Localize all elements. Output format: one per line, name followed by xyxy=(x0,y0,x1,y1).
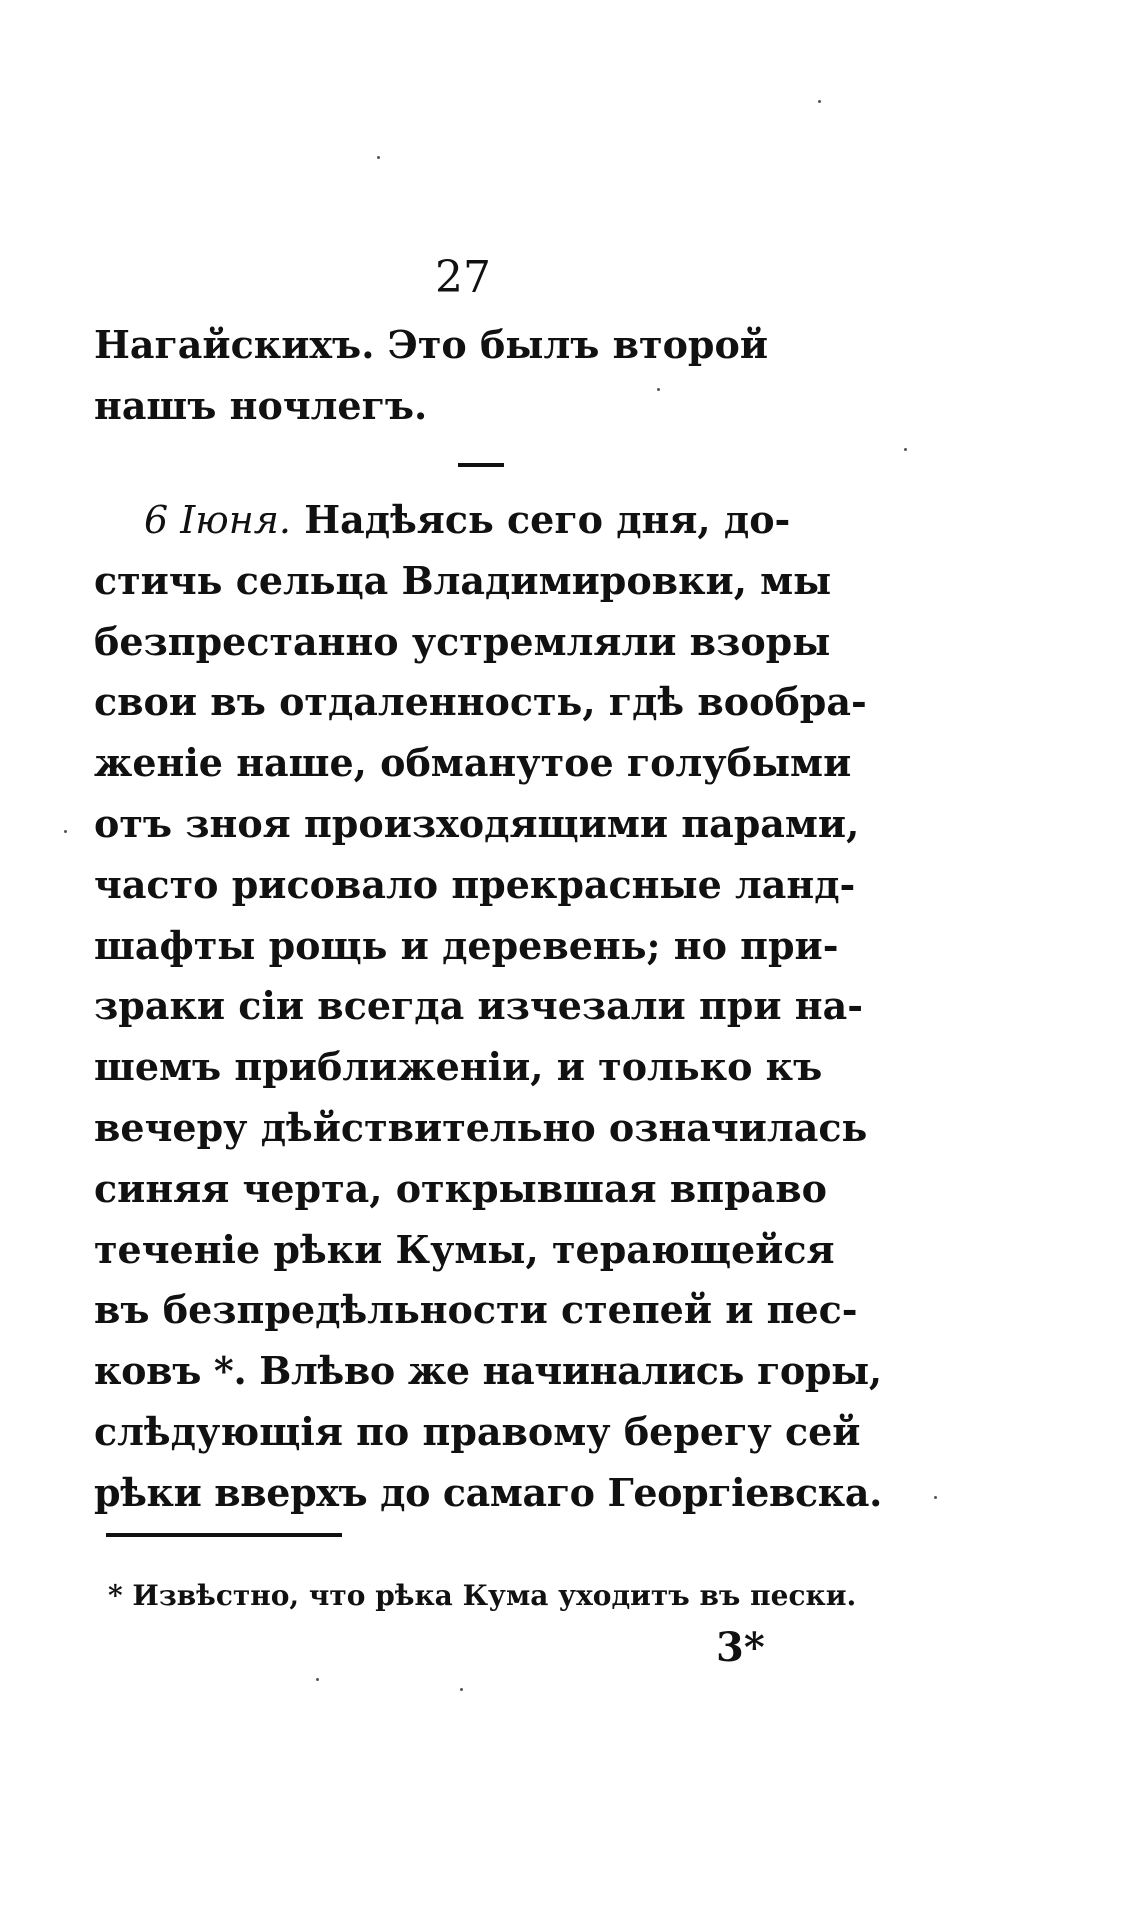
word: былъ xyxy=(480,322,600,367)
scan-speck xyxy=(316,1678,319,1681)
text-line: въ безпредѣльности степей и пес- xyxy=(94,1287,858,1333)
scan-speck xyxy=(818,100,821,103)
text-line: часто рисовало прекрасные ланд- xyxy=(94,861,856,907)
text-line: нашъ ночлегъ. xyxy=(94,382,428,428)
scan-speck xyxy=(934,1496,937,1499)
text-fragment: Надѣясь сего дня, до- xyxy=(304,497,791,542)
text-line: женіе наше, обманутое голубыми xyxy=(94,740,852,786)
scan-speck xyxy=(64,830,67,833)
text-line: шемъ приближеніи, и только къ xyxy=(94,1044,823,1090)
word: Это xyxy=(387,322,467,367)
word: второй xyxy=(612,322,769,367)
text-line: зраки сіи всегда изчезали при на- xyxy=(94,983,863,1029)
scan-speck xyxy=(904,448,907,451)
continuation-paragraph xyxy=(94,315,882,437)
footnote: * Извѣстно, что рѣка Кума уходитъ въ пески. xyxy=(108,1579,857,1612)
footnote-rule xyxy=(106,1533,342,1537)
text-line: синяя черта, открывшая вправо xyxy=(94,1165,828,1211)
scan-speck xyxy=(377,156,380,159)
text-line: слѣдующія по правому берегу сей xyxy=(94,1408,861,1454)
text-line: вечеру дѣйствительно означилась xyxy=(94,1104,868,1150)
text-line: свои въ отдаленность, гдѣ вообра- xyxy=(94,679,867,725)
diary-paragraph xyxy=(94,490,882,1524)
text-line xyxy=(94,315,882,376)
word: Нагайскихъ. xyxy=(94,322,375,367)
section-separator xyxy=(458,463,504,467)
text-line: стичь сельца Владимировки, мы xyxy=(94,557,832,603)
date-label: 6 Іюня. xyxy=(144,498,291,542)
scan-speck xyxy=(657,388,660,391)
text-line: ковъ *. Влѣво же начинались горы, xyxy=(94,1348,882,1394)
text-line: теченіе рѣки Кумы, терающейся xyxy=(94,1226,835,1272)
text-line: безпрестанно устремляли взоры xyxy=(94,618,831,664)
scan-speck xyxy=(460,1688,463,1691)
text-line: рѣки вверхъ до самаго Георгіевска. xyxy=(94,1469,882,1515)
text-line xyxy=(94,490,882,551)
text-line: отъ зноя произходящими парами, xyxy=(94,800,860,846)
signature-mark: 3* xyxy=(716,1624,765,1671)
page-number: 27 xyxy=(435,252,491,303)
text-line: шафты рощь и деревень; но при- xyxy=(94,922,839,968)
